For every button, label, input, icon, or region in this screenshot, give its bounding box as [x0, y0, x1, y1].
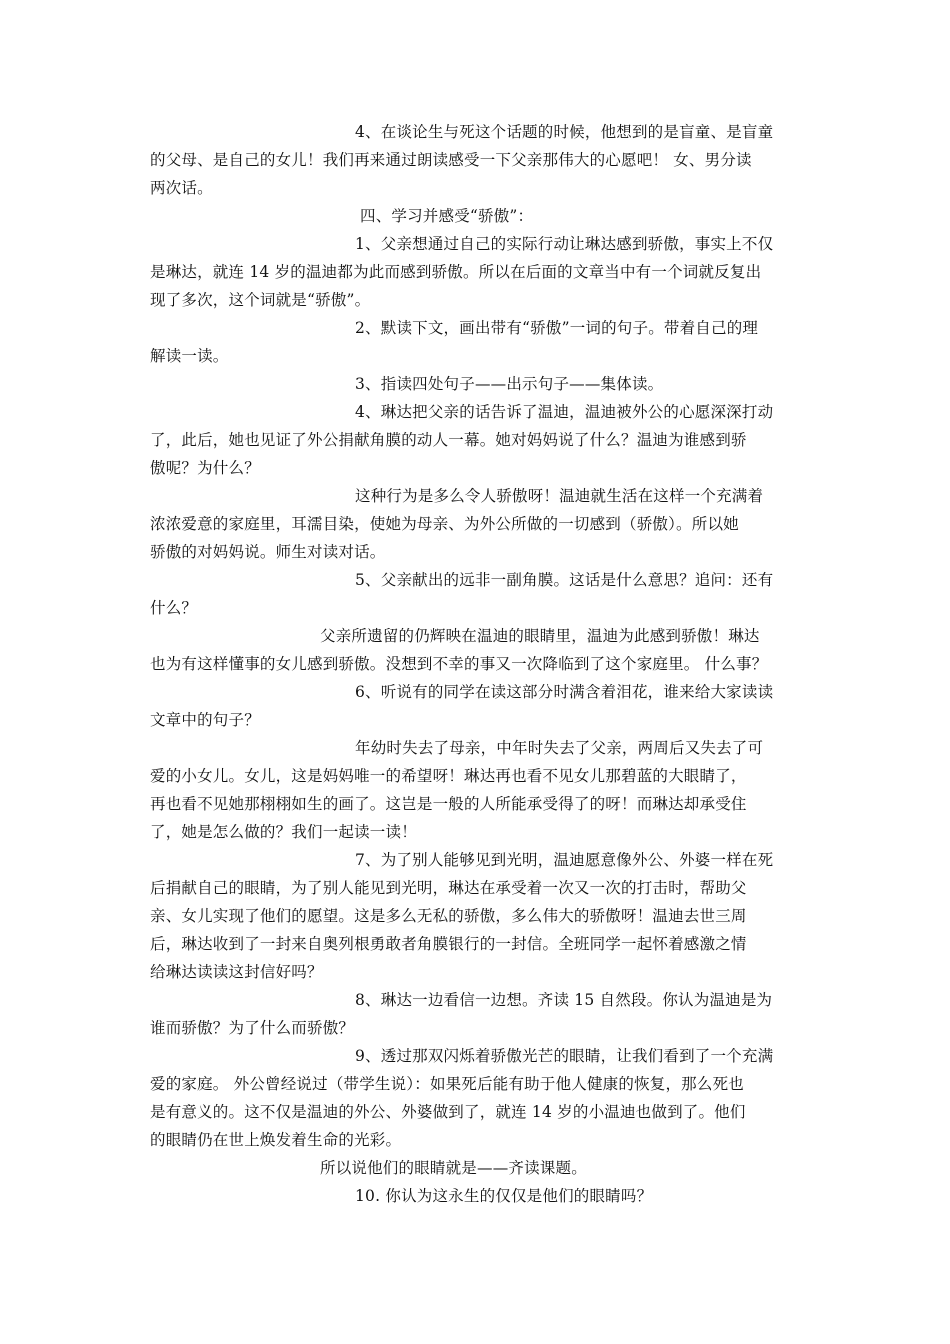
text-line: 了，此后，她也见证了外公捐献角膜的动人一幕。她对妈妈说了什么？温迪为谁感到骄 [150, 431, 747, 449]
text-line: 给琳达读读这封信好吗？ [150, 963, 323, 981]
text-line: 两次话。 [150, 179, 213, 197]
section-heading: 四、学习并感受“骄傲”： [360, 207, 534, 225]
text-line: 父亲所遗留的仍辉映在温迪的眼睛里，温迪为此感到骄傲！琳达 [320, 627, 760, 645]
text-line: 的眼睛仍在世上焕发着生命的光彩。 [150, 1131, 402, 1149]
text-line: 10. 你认为这永生的仅仅是他们的眼睛吗？ [355, 1187, 653, 1205]
text-line: 是有意义的。这不仅是温迪的外公、外婆做到了，就连 14 岁的小温迪也做到了。他们 [150, 1103, 746, 1121]
text-line: 9、透过那双闪烁着骄傲光芒的眼睛，让我们看到了一个充满 [355, 1047, 774, 1065]
text-line: 年幼时失去了母亲，中年时失去了父亲，两周后又失去了可 [355, 739, 764, 757]
text-line: 也为有这样懂事的女儿感到骄傲。没想到不幸的事又一次降临到了这个家庭里。 什么事？ [150, 655, 768, 673]
text-line: 的父母、是自己的女儿！我们再来通过朗读感受一下父亲那伟大的心愿吧！ 女、男分读 [150, 151, 752, 169]
text-line: 6、听说有的同学在读这部分时满含着泪花，谁来给大家读读 [355, 683, 774, 701]
text-line: 了，她是怎么做的？我们一起读一读！ [150, 823, 417, 841]
text-line: 这种行为是多么令人骄傲呀！温迪就生活在这样一个充满着 [355, 487, 764, 505]
text-line: 5、父亲献出的远非一副角膜。这话是什么意思？追问：还有 [355, 571, 774, 589]
text-line: 3、指读四处句子——出示句子——集体读。 [355, 375, 664, 393]
text-line: 爱的小女儿。女儿，这是妈妈唯一的希望呀！琳达再也看不见女儿那碧蓝的大眼睛了， [150, 767, 747, 785]
text-line: 2、默读下文，画出带有“骄傲”一词的句子。带着自己的理 [355, 319, 759, 337]
text-line: 4、在谈论生与死这个话题的时候，他想到的是盲童、是盲童 [355, 123, 774, 141]
text-line: 爱的家庭。 外公曾经说过（带学生说）：如果死后能有助于他人健康的恢复，那么死也 [150, 1075, 744, 1093]
text-line: 再也看不见她那栩栩如生的画了。这岂是一般的人所能承受得了的呀！而琳达却承受住 [150, 795, 747, 813]
text-line: 是琳达，就连 14 岁的温迪都为此而感到骄傲。所以在后面的文章当中有一个词就反复出 [150, 263, 762, 281]
text-line: 亲、女儿实现了他们的愿望。这是多么无私的骄傲，多么伟大的骄傲呀！温迪去世三周 [150, 907, 747, 925]
text-line: 4、琳达把父亲的话告诉了温迪，温迪被外公的心愿深深打动 [355, 403, 774, 421]
text-line: 1、父亲想通过自己的实际行动让琳达感到骄傲，事实上不仅 [355, 235, 774, 253]
text-line: 现了多次，这个词就是“骄傲”。 [150, 291, 371, 309]
text-line: 后捐献自己的眼睛，为了别人能见到光明，琳达在承受着一次又一次的打击时，帮助父 [150, 879, 747, 897]
text-line: 浓浓爱意的家庭里，耳濡目染，使她为母亲、为外公所做的一切感到（骄傲）。所以她 [150, 515, 739, 533]
text-line: 后，琳达收到了一封来自奥列根勇敢者角膜银行的一封信。全班同学一起怀着感激之情 [150, 935, 747, 953]
text-line: 什么？ [150, 599, 198, 617]
text-line: 文章中的句子？ [150, 711, 260, 729]
text-line: 傲呢？为什么？ [150, 459, 260, 477]
text-line: 8、琳达一边看信一边想。齐读 15 自然段。你认为温迪是为 [355, 991, 773, 1009]
text-line: 解读一读。 [150, 347, 229, 365]
text-line: 骄傲的对妈妈说。师生对读对话。 [150, 543, 386, 561]
text-line: 所以说他们的眼睛就是——齐读课题。 [320, 1159, 587, 1177]
text-line: 谁而骄傲？为了什么而骄傲？ [150, 1019, 355, 1037]
text-line: 7、为了别人能够见到光明，温迪愿意像外公、外婆一样在死 [355, 851, 774, 869]
